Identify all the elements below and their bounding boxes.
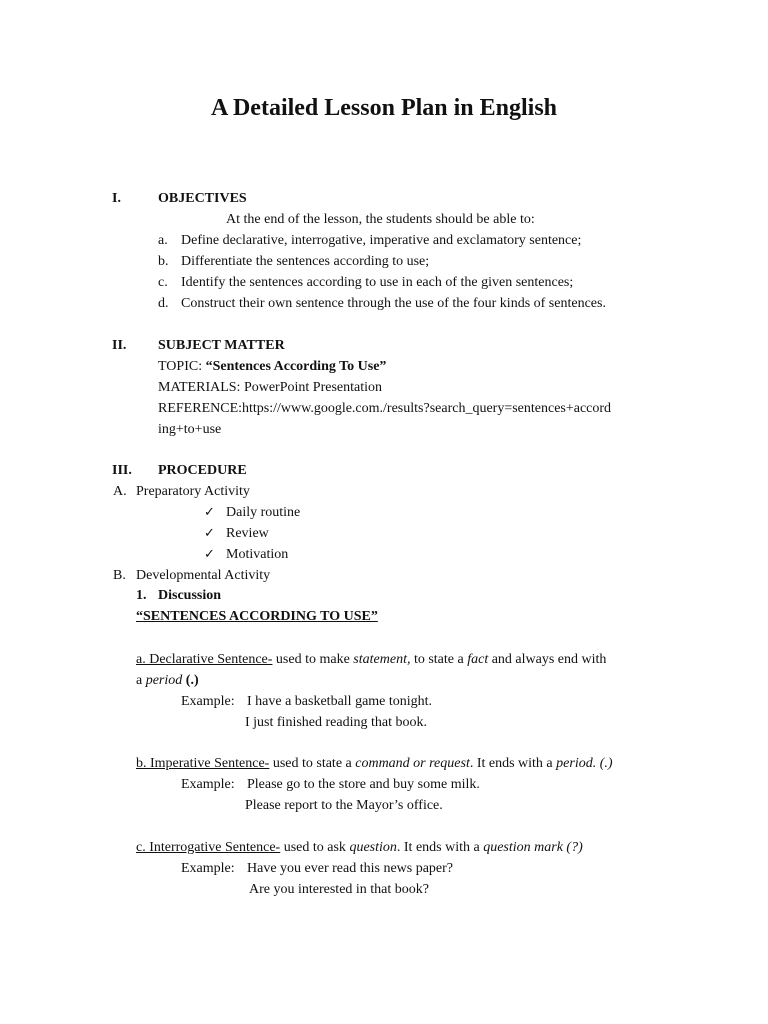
discussion-label: Discussion	[158, 588, 222, 603]
subject-matter-heading: SUBJECT MATTER	[158, 338, 285, 353]
definition-emphasis: period	[145, 673, 183, 688]
objective-marker: b.	[158, 254, 169, 269]
example-sentence: Have you ever read this news paper?	[247, 861, 454, 876]
checkmark-icon: ✓	[204, 526, 215, 541]
document-title: A Detailed Lesson Plan in English	[210, 95, 558, 121]
objective-text: Differentiate the sentences according to use;	[181, 254, 430, 269]
objective-marker: a.	[158, 233, 168, 248]
example-sentence: Please report to the Mayor’s office.	[245, 798, 443, 813]
objectives-intro: At the end of the lesson, the students should be able to:	[226, 212, 535, 227]
example-label: Example:	[181, 861, 235, 876]
reference-line: REFERENCE:https://www.google.com./results?search_query=sentences+accord	[158, 401, 612, 416]
discussion-title: “SENTENCES ACCORDING TO USE”	[136, 609, 378, 624]
example-sentence: I just finished reading that book.	[245, 715, 427, 730]
interrogative-term: c. Interrogative Sentence-	[136, 840, 281, 855]
preparatory-marker: A.	[113, 484, 127, 499]
objectives-heading: OBJECTIVES	[158, 191, 247, 206]
materials-line: MATERIALS: PowerPoint Presentation	[158, 380, 382, 395]
definition-text: and always end with	[488, 652, 607, 667]
topic-label: TOPIC:	[158, 359, 206, 374]
checkmark-icon: ✓	[204, 547, 215, 562]
definition-emphasis: fact	[467, 652, 489, 667]
developmental-marker: B.	[113, 568, 126, 583]
definition-text: used to make	[272, 652, 354, 667]
objectives-numeral: I.	[112, 191, 121, 206]
objective-marker: c.	[158, 275, 168, 290]
imperative-definition	[136, 753, 613, 774]
definition-emphasis: period. (.)	[556, 756, 613, 771]
objective-marker: d.	[158, 296, 169, 311]
definition-text: used to state a	[269, 756, 356, 771]
definition-emphasis: command or request	[355, 756, 470, 771]
imperative-term: b. Imperative Sentence-	[136, 756, 270, 771]
reference-line-continued: ing+to+use	[158, 422, 222, 437]
example-label: Example:	[181, 694, 235, 709]
developmental-label: Developmental Activity	[136, 568, 271, 583]
declarative-definition-continued	[136, 670, 199, 691]
preparatory-label: Preparatory Activity	[136, 484, 250, 499]
preparatory-item: Motivation	[226, 547, 289, 562]
definition-emphasis: question mark (?)	[483, 840, 583, 855]
declarative-definition	[136, 649, 606, 670]
definition-text: a	[136, 673, 146, 688]
example-sentence: Please go to the store and buy some milk.	[247, 777, 480, 792]
example-sentence: I have a basketball game tonight.	[247, 694, 433, 709]
procedure-heading: PROCEDURE	[158, 463, 247, 478]
interrogative-definition	[136, 837, 583, 858]
definition-emphasis: question	[349, 840, 397, 855]
definition-text: used to ask	[280, 840, 350, 855]
procedure-numeral: III.	[112, 463, 132, 478]
declarative-term: a. Declarative Sentence-	[136, 652, 273, 667]
checkmark-icon: ✓	[204, 505, 215, 520]
objective-text: Define declarative, interrogative, imperative and exclamatory sentence;	[181, 233, 582, 248]
discussion-number: 1.	[136, 588, 147, 603]
definition-text: . It ends with a	[396, 840, 484, 855]
example-label: Example:	[181, 777, 235, 792]
objective-text: Construct their own sentence through the use of the four kinds of sentences.	[181, 296, 606, 311]
objective-text: Identify the sentences according to use in each of the given sentences;	[181, 275, 574, 290]
topic-line	[158, 356, 386, 377]
definition-text: to state a	[410, 652, 468, 667]
preparatory-item: Daily routine	[226, 505, 301, 520]
definition-text: . It ends with a	[469, 756, 557, 771]
subject-matter-numeral: II.	[112, 338, 127, 353]
preparatory-item: Review	[226, 526, 269, 541]
topic-value: “Sentences According To Use”	[205, 359, 387, 374]
definition-emphasis: statement,	[353, 652, 411, 667]
example-sentence: Are you interested in that book?	[249, 882, 430, 897]
punctuation-mark: (.)	[185, 673, 199, 688]
